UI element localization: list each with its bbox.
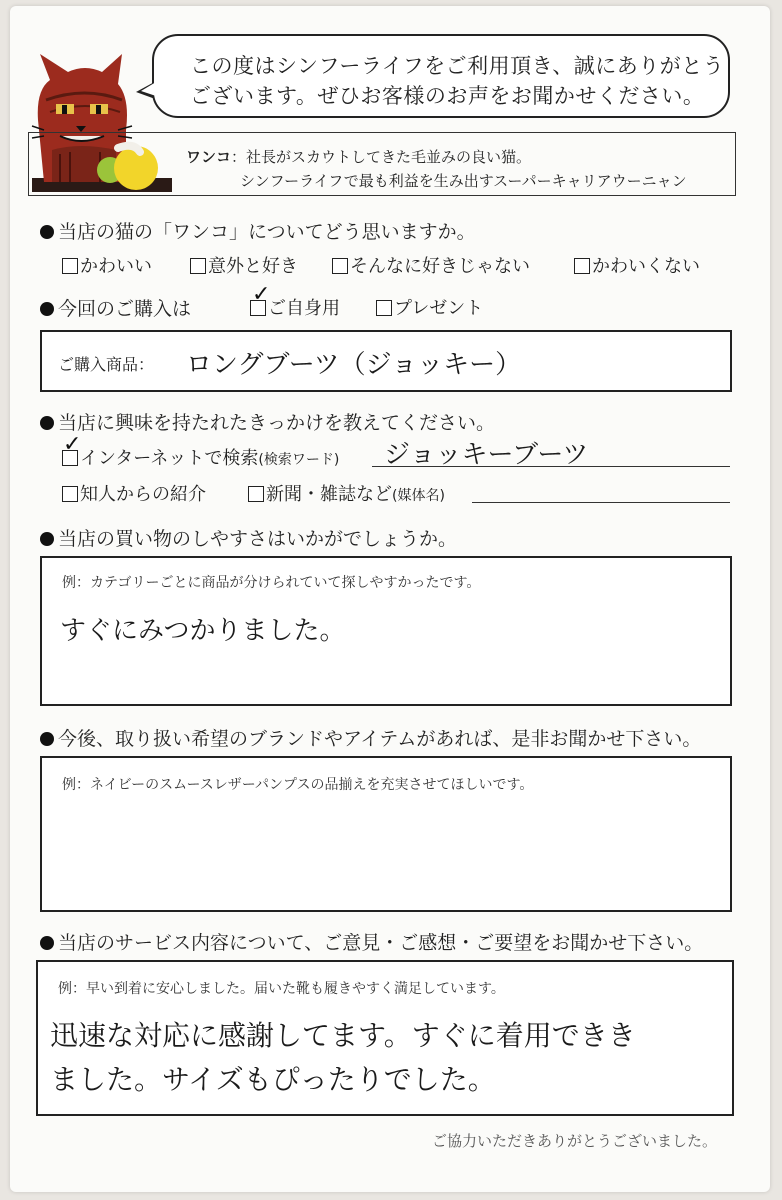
q3-media-note: (媒体名) <box>392 488 445 504</box>
checkbox-icon[interactable] <box>248 486 264 502</box>
bubble-line-1: この度はシンフーライフをご利用頂き、誠にありがとう <box>190 54 725 78</box>
question-6 <box>40 928 703 955</box>
q6-answer-line-2[interactable]: ました。サイズもぴったりでした。 <box>50 1063 496 1096</box>
bullet-dot-icon <box>40 225 54 239</box>
bubble-line-2: ございます。ぜひお客様のお声をお聞かせください。 <box>190 84 705 108</box>
search-word-value[interactable]: ジョッキーブーツ <box>384 440 589 470</box>
question-3-title: 当店に興味を持たれたきっかけを教えてください。 <box>58 412 496 434</box>
question-4 <box>40 524 457 551</box>
q1-option-2[interactable] <box>190 252 298 278</box>
checkbox-icon[interactable] <box>376 300 392 316</box>
q4-example: 例：カテゴリーごとに商品が分けられていて探しやすかったです。 <box>62 575 481 591</box>
check-mark-icon: ✓ <box>63 432 82 457</box>
q3-option-media-label: 新聞・雑誌など <box>266 484 392 505</box>
bullet-dot-icon <box>40 732 54 746</box>
question-4-title: 当店の買い物のしやすさはいかがでしょうか。 <box>58 528 458 550</box>
q3-search-note: (検索ワード) <box>258 452 340 468</box>
bubble-tail-inner <box>141 82 156 96</box>
q6-answer-line-1[interactable]: 迅速な対応に感謝してます。すぐに着用できき <box>50 1019 636 1052</box>
checkbox-icon[interactable] <box>62 486 78 502</box>
mascot-description-line-1 <box>186 146 531 167</box>
media-name-line <box>472 502 730 503</box>
question-1 <box>40 217 476 244</box>
checkbox-icon[interactable] <box>190 258 206 274</box>
thank-you-footer: ご協力いただきありがとうございました。 <box>432 1132 718 1150</box>
q4-answer[interactable]: すぐにみつかりました。 <box>60 616 346 646</box>
question-3 <box>40 408 495 435</box>
q3-option-friend-label: 知人からの紹介 <box>80 484 206 505</box>
checkbox-icon[interactable] <box>574 258 590 274</box>
speech-bubble <box>152 34 730 118</box>
mascot-description-line-2: シンフーライフで最も利益を生み出すスーパーキャリアウーニャン <box>240 172 687 190</box>
q3-option-media[interactable] <box>248 480 445 506</box>
bullet-dot-icon <box>40 532 54 546</box>
bullet-dot-icon <box>40 936 54 950</box>
checkbox-icon[interactable] <box>332 258 348 274</box>
bullet-dot-icon <box>40 416 54 430</box>
product-label: ご購入商品： <box>58 355 155 374</box>
checkbox-icon[interactable] <box>62 258 78 274</box>
q3-option-friend[interactable] <box>62 480 206 506</box>
product-value[interactable]: ロングブーツ（ジョッキー） <box>186 350 522 380</box>
q5-example: 例：ネイビーのスムースレザーパンプスの品揃えを充実させてほしいです。 <box>62 777 534 793</box>
question-5 <box>40 724 701 751</box>
question-2-title: 今回のご購入は <box>58 298 192 320</box>
check-mark-icon: ✓ <box>252 282 271 307</box>
q2-option-self-label: ご自身用 <box>268 298 340 319</box>
q2-option-gift[interactable] <box>376 294 483 320</box>
q3-option-search[interactable] <box>62 444 339 470</box>
q6-example: 例：早い到着に安心しました。届いた靴も履きやすく満足しています。 <box>58 981 505 997</box>
q2-option-gift-label: プレゼント <box>394 298 484 319</box>
bullet-dot-icon <box>40 302 54 316</box>
q1-option-3-label: そんなに好きじゃない <box>350 256 530 277</box>
q1-option-4[interactable] <box>574 252 700 278</box>
q1-option-3[interactable] <box>332 252 530 278</box>
question-2 <box>40 294 191 321</box>
question-5-title: 今後、取り扱い希望のブランドやアイテムがあれば、是非お聞かせ下さい。 <box>58 728 702 750</box>
question-6-title: 当店のサービス内容について、ご意見・ご感想・ご要望をお聞かせ下さい。 <box>58 932 704 954</box>
q1-option-4-label: かわいくない <box>592 256 700 277</box>
q1-option-1[interactable] <box>62 252 152 278</box>
mascot-name: ワンコ <box>186 148 232 166</box>
mascot-description-text: ：社長がスカウトしてきた毛並みの良い猫。 <box>231 148 532 166</box>
q1-option-1-label: かわいい <box>80 256 152 277</box>
question-1-title: 当店の猫の「ワンコ」についてどう思いますか。 <box>58 221 476 243</box>
q3-option-search-label: インターネットで検索 <box>80 448 259 469</box>
q1-option-2-label: 意外と好き <box>208 256 298 277</box>
